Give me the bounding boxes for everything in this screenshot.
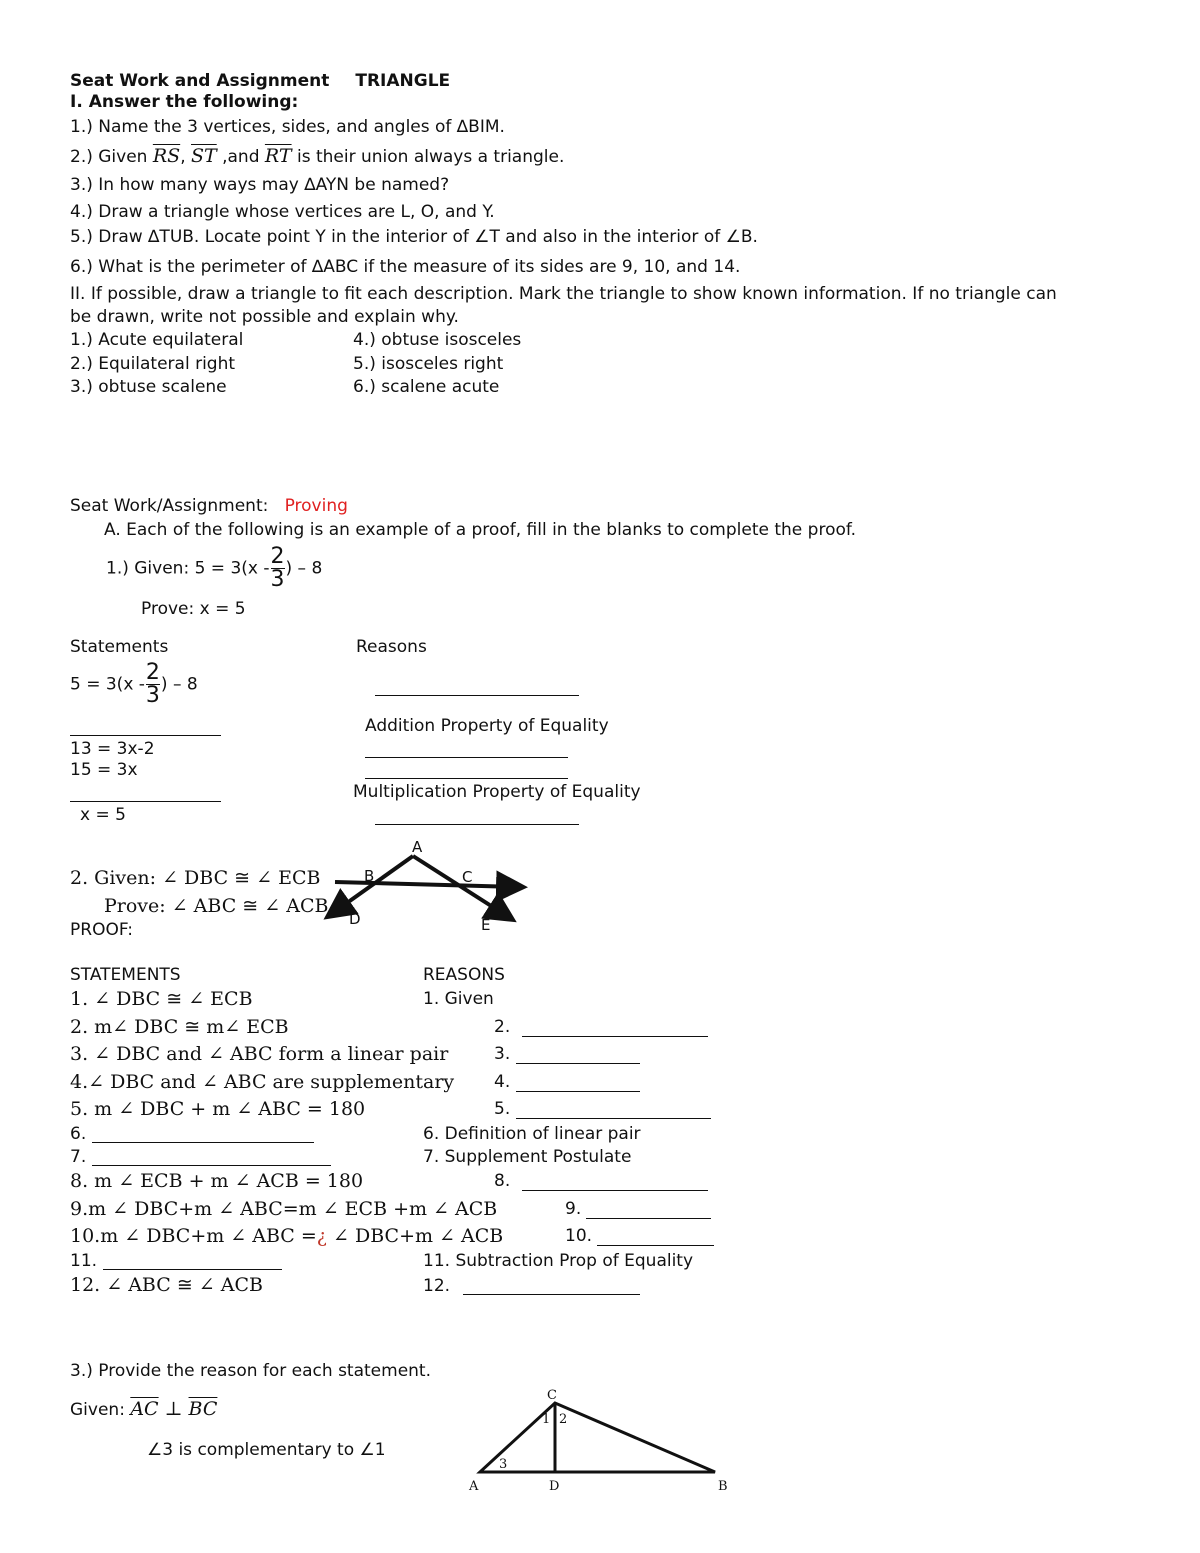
- proof2-prove: Prove: ∠ ABC ≅ ∠ ACB: [104, 895, 329, 917]
- segment-rs: $\overline{RS}$: [152, 145, 181, 167]
- statements-header: STATEMENTS: [70, 965, 181, 985]
- proof2-reason-2: 2.: [494, 1017, 511, 1037]
- proof1-statement-1: 5 = 3(x - $\frac{2}{3}$ ) – 8: [70, 660, 198, 708]
- label-a: A: [412, 838, 423, 856]
- section-ii-line2: be drawn, write not possible and explain why.: [70, 307, 459, 327]
- list-item: 3.) obtuse scalene: [70, 377, 227, 397]
- proof1-statement-6: x = 5: [80, 805, 126, 825]
- proof1-reason-5: Multiplication Property of Equality: [353, 782, 641, 802]
- proof2-reason-9: 9.: [565, 1199, 582, 1219]
- label-e: E: [481, 916, 491, 934]
- proof2-given: 2. Given: ∠ DBC ≅ ∠ ECB: [70, 867, 321, 889]
- proof2-statement-4: 4.∠ DBC and ∠ ABC are supplementary: [70, 1071, 455, 1093]
- statements-label: Statements: [70, 637, 169, 657]
- heading-text: Seat Work and Assignment: [70, 71, 330, 91]
- proof2-reason-11: 11. Subtraction Prop of Equality: [423, 1251, 694, 1271]
- list-item: 5.) isosceles right: [353, 354, 504, 374]
- error-glyph: ¿: [316, 1225, 327, 1247]
- proof3-given: Given: $\overline{AC}$ ⊥ $\overline{BC}$: [70, 1398, 218, 1420]
- angle-3-label: 3: [499, 1457, 508, 1472]
- proof2-statement-8: 8. m ∠ ECB + m ∠ ACB = 180: [70, 1170, 364, 1192]
- section-ii-line1: II. If possible, draw a triangle to fit each description. Mark the triangle to show known information. If no triangle can: [70, 284, 1057, 304]
- list-item: 1.) Acute equilateral: [70, 330, 244, 350]
- proof2-reason-1: 1. Given: [423, 989, 494, 1009]
- proof1-given: 1.) Given: 5 = 3(x - $\frac{2}{3}$ ) – 8: [106, 544, 323, 592]
- proof2-statement-2: 2. m∠ DBC ≅ m∠ ECB: [70, 1016, 289, 1038]
- proof1-prove: Prove: x = 5: [141, 599, 246, 619]
- segment-rt: $\overline{RT}$: [264, 145, 292, 167]
- label-c: C: [547, 1388, 557, 1403]
- section-i-heading: I. Answer the following:: [70, 92, 299, 112]
- proof1-reason-2: Addition Property of Equality: [365, 716, 609, 736]
- proof2-statement-11: 11.: [70, 1251, 98, 1271]
- label-d: D: [349, 910, 361, 928]
- triangle-acb: [480, 1403, 715, 1472]
- list-item: 4.) obtuse isosceles: [353, 330, 522, 350]
- proof2-reason-4: 4.: [494, 1072, 511, 1092]
- proof2-reason-8: 8.: [494, 1171, 511, 1191]
- question-5: 5.) Draw ∆TUB. Locate point Y in the interior of ∠T and also in the interior of ∠B.: [70, 227, 758, 247]
- segment-st: $\overline{ST}$: [191, 145, 217, 167]
- segment-bc: $\overline{BC}$: [188, 1398, 218, 1420]
- label-b: B: [718, 1479, 728, 1494]
- proof1-statement-3: 13 = 3x-2: [70, 739, 155, 759]
- question-3: 3.) In how many ways may ∆AYN be named?: [70, 175, 450, 195]
- question-2: 2.) Given $\overline{RS}$, $\overline{ST}$ ,and $\overline{RT}$ is their union always a triangle.: [70, 145, 565, 167]
- proof3-given2: ∠3 is complementary to ∠1: [147, 1440, 386, 1460]
- label-a: A: [469, 1479, 479, 1494]
- proving-heading: Seat Work/Assignment: Proving: [70, 496, 348, 516]
- proof-instruction: A. Each of the following is an example of a proof, fill in the blanks to complete the proof.: [104, 520, 857, 540]
- label-c: C: [462, 868, 473, 886]
- proving-topic: Proving: [284, 496, 348, 516]
- reasons-label: Reasons: [356, 637, 427, 657]
- proof2-statement-7: 7.: [70, 1147, 87, 1167]
- list-item: 6.) scalene acute: [353, 377, 500, 397]
- proof2-statement-9: 9.m ∠ DBC+m ∠ ABC=m ∠ ECB +m ∠ ACB: [70, 1198, 498, 1220]
- list-item: 2.) Equilateral right: [70, 354, 236, 374]
- proof2-reason-6: 6. Definition of linear pair: [423, 1124, 641, 1144]
- proof2-statement-10: 10.m ∠ DBC+m ∠ ABC =¿ ∠ DBC+m ∠ ACB: [70, 1225, 504, 1247]
- proof2-statement-6: 6.: [70, 1124, 87, 1144]
- proof1-statement-4: 15 = 3x: [70, 760, 138, 780]
- proof2-reason-3: 3.: [494, 1044, 511, 1064]
- reasons-header: REASONS: [423, 965, 505, 985]
- proof2-statement-1: 1. ∠ DBC ≅ ∠ ECB: [70, 988, 253, 1010]
- question-1: 1.) Name the 3 vertices, sides, and angles of ∆BIM.: [70, 117, 505, 137]
- question-4: 4.) Draw a triangle whose vertices are L, O, and Y.: [70, 202, 495, 222]
- proof2-reason-12: 12.: [423, 1276, 451, 1296]
- proof2-reason-5: 5.: [494, 1099, 511, 1119]
- heading-topic: TRIANGLE: [355, 71, 451, 91]
- fraction: $\frac{2}{3}$: [145, 660, 160, 708]
- angle-2-label: 2: [559, 1412, 568, 1427]
- label-b: B: [364, 867, 375, 885]
- proof-label: PROOF:: [70, 920, 134, 940]
- proof2-statement-3: 3. ∠ DBC and ∠ ABC form a linear pair: [70, 1043, 449, 1065]
- proof2-reason-7: 7. Supplement Postulate: [423, 1147, 632, 1167]
- proof3-title: 3.) Provide the reason for each statement.: [70, 1361, 432, 1381]
- segment-ac: $\overline{AC}$: [130, 1398, 159, 1420]
- proof2-statement-5: 5. m ∠ DBC + m ∠ ABC = 180: [70, 1098, 366, 1120]
- fraction: $\frac{2}{3}$: [270, 544, 285, 592]
- proof2-reason-10: 10.: [565, 1226, 593, 1246]
- angle-1-label: 1: [542, 1412, 551, 1427]
- question-6: 6.) What is the perimeter of ∆ABC if the measure of its sides are 9, 10, and 14.: [70, 257, 741, 277]
- label-d: D: [549, 1479, 560, 1494]
- proof2-statement-12: 12. ∠ ABC ≅ ∠ ACB: [70, 1274, 263, 1296]
